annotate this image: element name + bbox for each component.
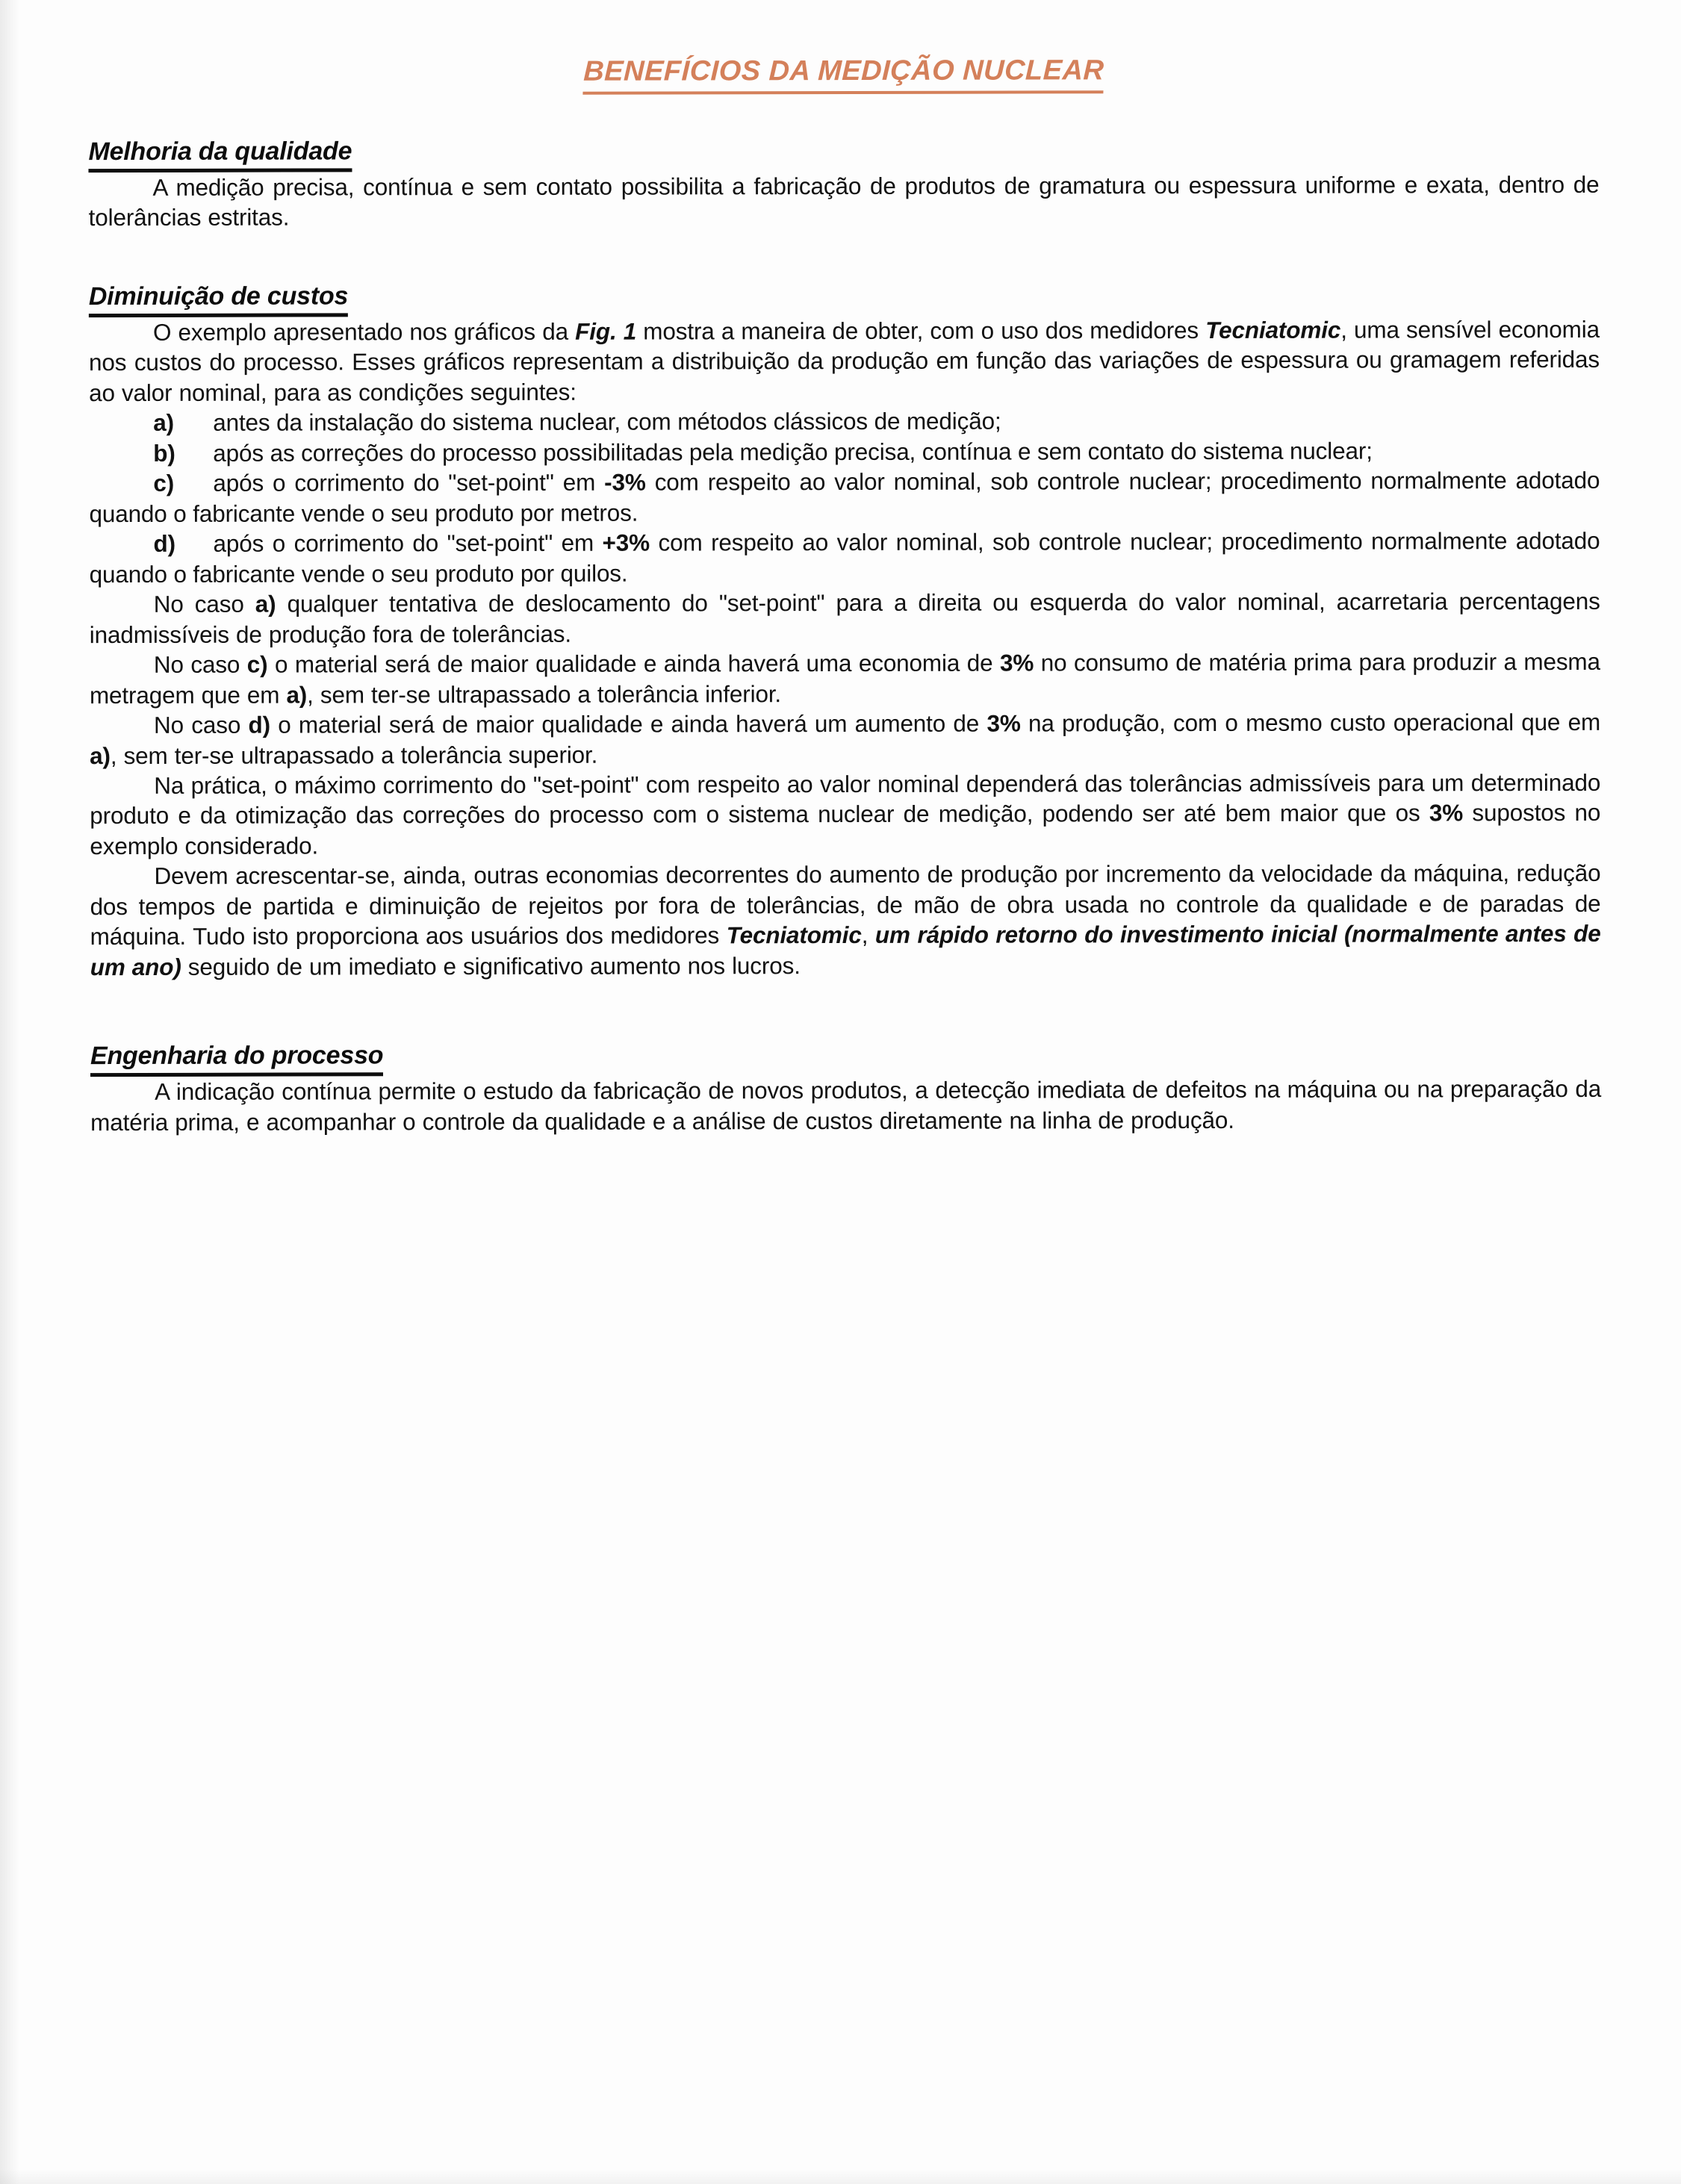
paragraph-economias-adicionais bbox=[90, 858, 1600, 982]
caso-d-part-4: , sem ter-se ultrapassado a tolerância superior. bbox=[110, 741, 598, 769]
caso-a-part-2: qualquer tentativa de deslocamento do "set-point" para a direita ou esquerda do valor nominal, acarretaria percentagens inadmissíveis de produção fora de tolerâncias. bbox=[89, 588, 1600, 648]
list-text-c-part-1: após o corrimento do "set-point" em bbox=[213, 468, 605, 497]
intro-part-1: O exemplo apresentado nos gráficos da bbox=[152, 317, 576, 346]
section-heading-melhoria-da-qualidade bbox=[88, 134, 1599, 172]
list-text-a: antes da instalação do sistema nuclear, com métodos clássicos de medição; bbox=[213, 407, 1001, 437]
caso-c-part-2: o material será de maior qualidade e ainda haverá uma economia de bbox=[267, 649, 1000, 678]
list-marker-a: a) bbox=[153, 409, 174, 437]
list-marker-d: d) bbox=[153, 530, 175, 558]
section-heading-engenharia-text: Engenharia do processo bbox=[90, 1042, 383, 1077]
paragraph-na-pratica bbox=[90, 768, 1600, 862]
section-heading-engenharia-do-processo bbox=[90, 1039, 1601, 1077]
brand-name-tecniatomic-2: Tecniatomic bbox=[726, 921, 862, 949]
caso-d-part-3: na produção, com o mesmo custo operacional que em bbox=[1020, 708, 1601, 737]
caso-a-part-1: No caso bbox=[153, 590, 255, 618]
caso-c-part-3: no consumo de matéria prima para produzir a mesma metragem que em bbox=[89, 647, 1600, 709]
paragraph-melhoria-body: A medição precisa, contínua e sem contato possibilita a fabricação de produtos de gramatura ou espessura uniforme e exata, dentro de tolerâncias estritas. bbox=[88, 170, 1600, 231]
economias-emphasis-retorno-investimento: um rápido retorno do investimento inicial (normalmente antes de um ano) bbox=[90, 920, 1601, 980]
paragraph-engenharia-body: A indicação contínua permite o estudo da fabricação de novos produtos, a detecção imediata de defeitos na máquina ou na preparação da matéria prima, e acompanhar o controle da qualidade e a análise de custos diretamente na linha de produção. bbox=[90, 1075, 1602, 1136]
paragraph-diminuicao-intro bbox=[89, 314, 1600, 408]
brand-name-tecniatomic: Tecniatomic bbox=[1205, 316, 1341, 343]
list-text-d-part-2: com respeito ao valor nominal, sob controle nuclear; procedimento normalmente adotado quando o fabricante vende o seu produto por quilos. bbox=[89, 527, 1600, 588]
caso-a-reference: a) bbox=[255, 590, 276, 617]
intro-part-3: , uma sensível economia nos custos do processo. Esses gráficos representam a distribuição da produção em função das variações de espessura ou gramagem referidas ao valor nominal, para as condições seguintes: bbox=[88, 315, 1600, 406]
na-pratica-part-1: Na prática, o máximo corrimento do "set-point" com respeito ao valor nominal dependerá das tolerâncias admissíveis para um determinado produto e da otimização das correções do processo com o sistema nuclear de medição, podendo ser até bem maior que os bbox=[90, 768, 1601, 830]
list-text-d-part-1: após o corrimento do "set-point" em bbox=[213, 529, 603, 557]
section-heading-diminuicao-text: Diminuição de custos bbox=[89, 281, 349, 317]
section-heading-diminuicao-de-custos bbox=[89, 279, 1600, 317]
caso-d-percent-value: 3% bbox=[986, 709, 1021, 737]
caso-d-reference: d) bbox=[248, 711, 270, 738]
caso-d-part-2: o material será de maior qualidade e ainda haverá um aumento de bbox=[270, 709, 987, 738]
caso-d-part-1: No caso bbox=[153, 711, 249, 738]
list-item bbox=[89, 435, 1600, 469]
caso-c-reference: c) bbox=[246, 650, 268, 678]
paragraph-caso-d bbox=[90, 707, 1600, 771]
na-pratica-part-2: supostos no exemplo considerado. bbox=[90, 799, 1601, 860]
list-item bbox=[89, 526, 1600, 589]
list-marker-b: b) bbox=[153, 439, 175, 467]
paragraph-caso-c bbox=[90, 647, 1600, 710]
list-text-b: após as correções do processo possibilitadas pela medição precisa, contínua e sem contato do sistema nuclear; bbox=[213, 437, 1373, 467]
paragraph-caso-a bbox=[90, 586, 1600, 650]
list-item bbox=[89, 405, 1600, 438]
caso-c-part-1: No caso bbox=[153, 650, 247, 679]
caso-c-reference-2: a) bbox=[286, 681, 308, 709]
list-c-emphasis-minus-3-percent: -3% bbox=[604, 468, 646, 496]
caso-c-percent-value: 3% bbox=[999, 649, 1034, 676]
list-item bbox=[89, 465, 1600, 529]
page-title-text: BENEFÍCIOS DA MEDIÇÃO NUCLEAR bbox=[582, 55, 1104, 94]
page-title bbox=[88, 0, 1599, 96]
na-pratica-percent-value: 3% bbox=[1429, 799, 1464, 827]
list-marker-c: c) bbox=[153, 470, 175, 497]
list-text-c-part-2: com respeito ao valor nominal, sob controle nuclear; procedimento normalmente adotado quando o fabricante vende o seu produto por metros. bbox=[89, 467, 1600, 527]
intro-part-2: mostra a maneira de obter, com o uso dos medidores bbox=[636, 316, 1206, 345]
economias-part-2: , bbox=[861, 921, 875, 949]
caso-d-reference-2: a) bbox=[90, 741, 111, 769]
section-heading-melhoria-text: Melhoria da qualidade bbox=[88, 137, 352, 172]
list-d-emphasis-plus-3-percent: +3% bbox=[602, 529, 650, 556]
figure-reference: Fig. 1 bbox=[575, 317, 637, 345]
scan-edge-shadow-bottom bbox=[0, 2169, 1681, 2184]
economias-part-1: Devem acrescentar-se, ainda, outras economias decorrentes do aumento de produção por incremento da velocidade da máquina, redução dos tempos de partida e diminuição de rejeitos por fora de tolerâncias, de mão de obra usada no controle da qualidade e de paradas de máquina. Tudo isto proporciona aos usuários dos medidores bbox=[90, 859, 1601, 951]
economias-part-3: seguido de um imediato e significativo aumento nos lucros. bbox=[181, 951, 801, 980]
caso-c-part-4: , sem ter-se ultrapassado a tolerância inferior. bbox=[307, 679, 782, 709]
